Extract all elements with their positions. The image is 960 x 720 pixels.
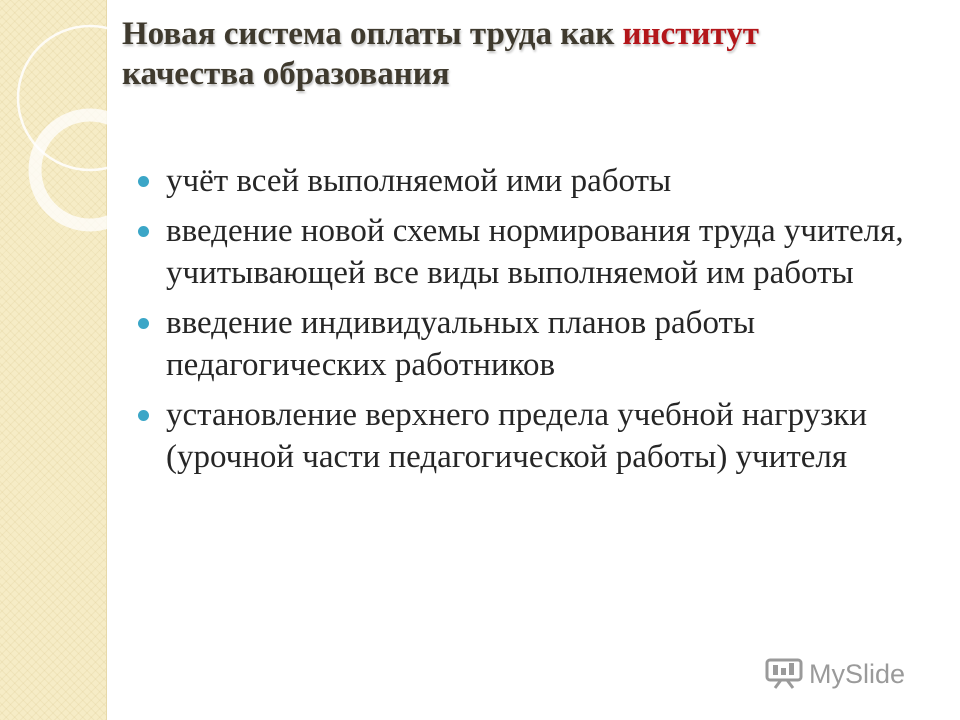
bullet-dot-icon	[138, 410, 149, 421]
bullet-text: учёт всей выполняемой ими работы	[166, 163, 672, 199]
slide-projector-icon	[765, 658, 803, 690]
slide-title	[122, 14, 952, 94]
bullet-item	[138, 160, 938, 202]
decorative-rings	[0, 0, 140, 300]
bullet-item	[138, 394, 938, 478]
title-accent: институт	[622, 16, 759, 52]
bullet-text: введение индивидуальных планов работы педагогических работников	[166, 305, 756, 383]
bullet-list	[138, 160, 938, 486]
bullet-item	[138, 302, 938, 386]
title-line2: качества образования	[122, 56, 450, 92]
bullet-item	[138, 210, 938, 294]
bullet-text: установление верхнего предела учебной нагрузки (урочной части педагогической работы) учителя	[166, 397, 867, 475]
watermark-text: MySlide	[809, 658, 906, 689]
bullet-dot-icon	[138, 226, 149, 237]
myslide-watermark	[765, 656, 905, 692]
title-main: Новая система оплаты труда как	[122, 16, 615, 52]
bullet-dot-icon	[138, 318, 149, 329]
bullet-dot-icon	[138, 176, 149, 187]
bullet-text: введение новой схемы нормирования труда учителя, учитывающей все виды выполняемой им работы	[166, 213, 904, 291]
